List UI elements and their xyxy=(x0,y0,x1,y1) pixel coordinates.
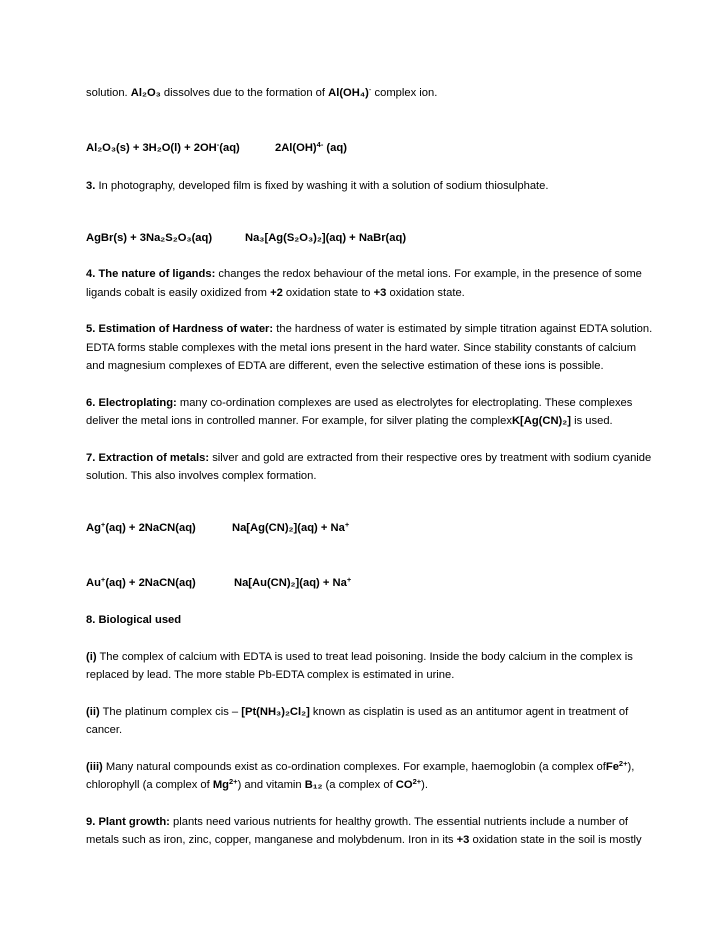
item-heading: 4. The nature of ligands: xyxy=(86,268,216,280)
intro-text: dissolves due to the formation of xyxy=(160,87,329,99)
item-8iii-line-2: chlorophyll (a complex of $Mg^{2+}$) and vitamin B₁₂ (a complex of $CO^{2+}$). xyxy=(86,777,428,791)
item-heading: 5. Estimation of Hardness of water: xyxy=(86,323,274,335)
equation-ag-cyanide-rhs: Na[Ag(CN)₂](aq) + Na+ xyxy=(232,520,350,534)
sub-item-tag: (iii) xyxy=(86,761,103,773)
item-3-line xyxy=(86,179,549,194)
intro-line xyxy=(86,86,437,101)
item-8ii-line-2: cancer. xyxy=(86,724,123,736)
item-text: In photography, developed film is fixed by washing it with a solution of sodium thiosulphate. xyxy=(95,180,549,192)
formula-cisplatin: [Pt(NH₃)₂Cl₂] xyxy=(241,706,310,718)
item-8ii-line-1: (ii) The platinum complex cis – [Pt(NH₃)₂Cl₂] known as cisplatin is used as an antitumor agent in treatment of xyxy=(86,706,629,718)
equation-au-cyanide-lhs: Au+(aq) + 2NaCN(aq) xyxy=(86,575,196,589)
equation-ag-cyanide-lhs: Ag+(aq) + 2NaCN(aq) xyxy=(86,520,196,534)
item-heading: 6. Electroplating: xyxy=(86,397,177,409)
sub-item-tag: (ii) xyxy=(86,706,100,718)
formula-aluminate: Al(OH₄) xyxy=(328,87,369,99)
item-8i-line-1: (i) The complex of calcium with EDTA is used to treat lead poisoning. Inside the body calcium in the complex is xyxy=(86,651,633,663)
item-6-line-2: deliver the metal ions in controlled manner. For example, for silver plating the complexK[Ag(CN)₂] is used. xyxy=(86,415,613,427)
formula-al2o3: Al₂O₃ xyxy=(130,87,161,99)
item-heading: 9. Plant growth: xyxy=(86,816,170,828)
sub-item-tag: (i) xyxy=(86,651,97,663)
item-4-line-2: ligands cobalt is easily oxidized from +2 oxidation state to +3 oxidation state. xyxy=(86,287,465,299)
item-heading: 7. Extraction of metals: xyxy=(86,452,210,464)
item-7-line-2: solution. This also involves complex formation. xyxy=(86,470,317,482)
item-number: 3. xyxy=(86,180,96,192)
item-5-line-3: and magnesium complexes of EDTA are different, even the selective estimation of these ions is possible. xyxy=(86,360,604,372)
equation-au-cyanide-rhs: Na[Au(CN)₂](aq) + Na+ xyxy=(234,575,352,589)
item-5-line-1: 5. Estimation of Hardness of water: the hardness of water is estimated by simple titration against EDTA solution. xyxy=(86,323,653,335)
equation-aluminium-lhs: Al₂O₃(s) + 3H₂O(l) + 2OH-(aq) xyxy=(86,140,240,154)
item-4-line-1: 4. The nature of ligands: changes the redox behaviour of the metal ions. For example, in the presence of some xyxy=(86,268,642,280)
item-9-line-2: metals such as iron, zinc, copper, manganese and molybdenum. Iron in its +3 oxidation state in the soil is mostly xyxy=(86,834,642,846)
charge-sup: - xyxy=(368,85,372,94)
item-6-line-1: 6. Electroplating: many co-ordination complexes are used as electrolytes for electroplating. These complexes xyxy=(86,397,633,409)
item-8i-line-2: replaced by lead. The more stable Pb-EDTA complex is estimated in urine. xyxy=(86,669,455,681)
item-7-line-1: 7. Extraction of metals: silver and gold are extracted from their respective ores by treatment with sodium cyanide xyxy=(86,452,652,464)
intro-text: solution. xyxy=(86,87,131,99)
item-8iii-line-1: (iii) Many natural compounds exist as co-ordination complexes. For example, haemoglobin (a complex ofFe$^{2+}$), xyxy=(86,759,635,773)
equation-silver-lhs: AgBr(s) + 3Na₂S₂O₃(aq) xyxy=(86,232,213,244)
equation-silver-rhs: Na₃[Ag(S₂O₃)₂](aq) + NaBr(aq) xyxy=(245,232,407,244)
item-8-heading: 8. Biological used xyxy=(86,614,182,626)
intro-text: complex ion. xyxy=(371,87,438,99)
item-9-line-1: 9. Plant growth: plants need various nutrients for healthy growth. The essential nutrients include a number of xyxy=(86,816,629,828)
formula-k-ag-cn2: K[Ag(CN)₂] xyxy=(511,415,571,427)
equation-aluminium-rhs: 2Al(OH)$^{4-}$ (aq) xyxy=(275,140,347,154)
item-5-line-2: EDTA forms stable complexes with the metal ions present in the hard water. Since stability constants of calcium xyxy=(86,342,637,354)
